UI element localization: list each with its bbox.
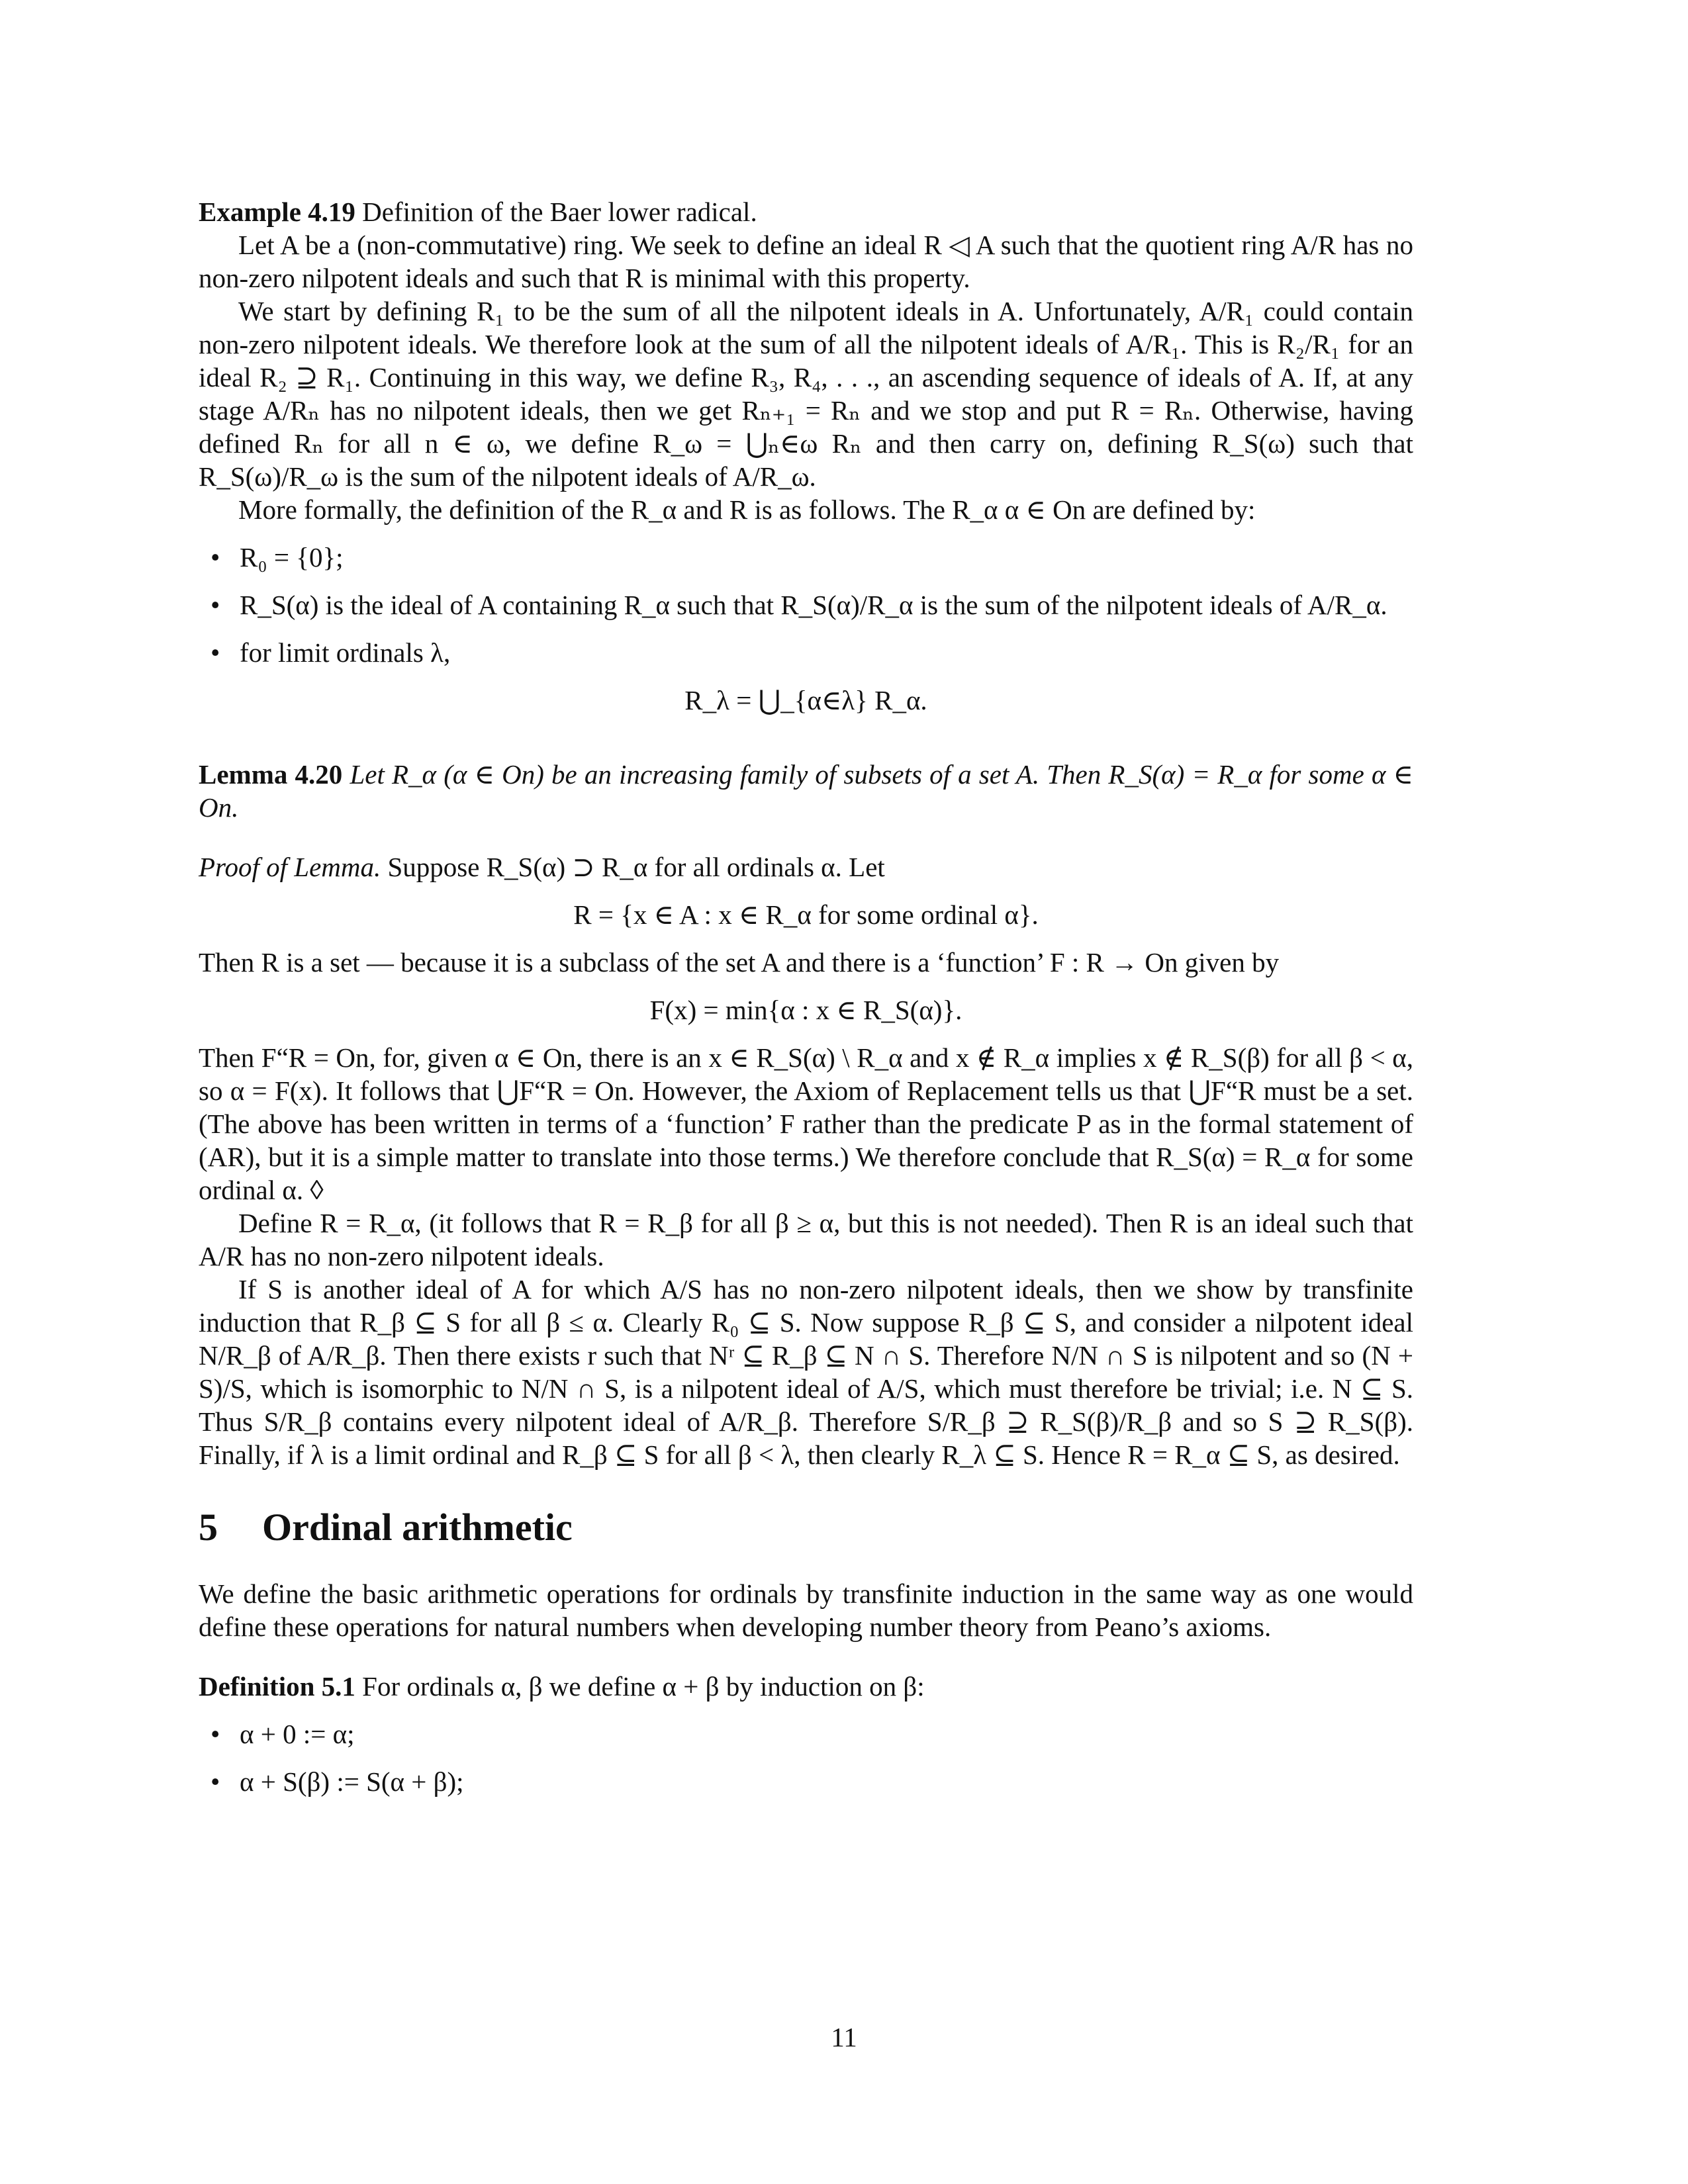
proof-paragraph-5: If S is another ideal of A for which A/S has no non-zero nilpotent ideals, then we show by transfinite induction that R_β ⊆ S for all β ≤ α. Clearly R₀ ⊆ S. Now suppose R_β ⊆ S, and consider a nilpotent ideal N/R_β of A/R_β. Then there exists r such that Nʳ ⊆ R_β ⊆ N ∩ S. Therefore N/N ∩ S is nilpotent and so (N + S)/S, which is isomorphic to N/N ∩ S, is a nilpotent ideal of A/S, which must therefore be trivial; i.e. N ⊆ S. Thus S/R_β contains every nilpotent ideal of A/R_β. Therefore S/R_β ⊇ R_S(β)/R_β and so S ⊇ R_S(β). Finally, if λ is a limit ordinal and R_β ⊆ S for all β < λ, then clearly R_λ ⊆ S. Hence R = R_α ⊆ S, as desired.: [199, 1274, 1413, 1470]
proof-text-1: Suppose R_S(α) ⊃ R_α for all ordinals α. Let: [387, 852, 885, 882]
lemma-label: Lemma 4.20: [199, 759, 343, 790]
example-label: Example 4.19: [199, 197, 355, 227]
example-title: Definition of the Baer lower radical.: [362, 197, 757, 227]
proof-paragraph-4: Define R = R_α, (it follows that R = R_β for all β ≥ α, but this is not needed). Then R is an ideal such that A/R has no non-zero nilpotent ideals.: [199, 1208, 1414, 1271]
example-paragraph-1: Let A be a (non-commutative) ring. We seek to define an ideal R ◁ A such that the quotient ring A/R has no non-zero nilpotent ideals and such that R is minimal with this property.: [199, 230, 1413, 293]
page-number: 11: [831, 2022, 857, 2052]
example-bullet-list: [199, 541, 1413, 669]
section-title: Ordinal arithmetic: [262, 1506, 573, 1549]
proof-paragraph-3: Then F“R = On, for, given α ∈ On, there is an x ∈ R_S(α) \ R_α and x ∉ R_α implies x ∉ R_S(β) for all β < α, so α = F(x). It follows that ⋃F“R = On. However, the Axiom of Replacement tells us that ⋃F“R must be a set. (The above has been written in terms of a ‘function’ F rather than the predicate P as in the formal statement of (AR), but it is a simple matter to translate into those terms.) We therefore conclude that R_S(α) = R_α for some ordinal α. ◊: [199, 1042, 1413, 1205]
definition-label: Definition 5.1: [199, 1671, 355, 1702]
definition-bullet-list: [199, 1717, 1413, 1798]
section-intro: We define the basic arithmetic operations for ordinals by transfinite induction in the same way as one would define these operations for natural numbers when developing number theory from Peano’s axioms.: [199, 1578, 1413, 1642]
proof-label: Proof of Lemma.: [199, 852, 381, 882]
definition: [199, 1670, 1413, 1703]
section-heading: [199, 1504, 1413, 1551]
display-equation-r-lambda: R_λ = ⋃_{α∈λ} R_α.: [684, 685, 927, 715]
list-item: • R_S(α) is the ideal of A containing R_α such that R_S(α)/R_α is the sum of the nilpotent ideals of A/R_α.: [199, 588, 1413, 621]
proof-paragraph-1: [199, 850, 1413, 884]
list-item: • α + S(β) := S(α + β);: [199, 1765, 1413, 1798]
display-equation-f-min: F(x) = min{α : x ∈ R_S(α)}.: [649, 995, 962, 1025]
definition-text: For ordinals α, β we define α + β by induction on β:: [362, 1671, 925, 1702]
list-item: • R₀ = {0};: [199, 541, 1413, 574]
list-item: • for limit ordinals λ,: [199, 636, 1413, 669]
list-item: • α + 0 := α;: [199, 1717, 1413, 1751]
proof-paragraph-2: Then R is a set — because it is a subclass of the set A and there is a ‘function’ F : R → On given by: [199, 947, 1280, 978]
lemma-text: Let R_α (α ∈ On) be an increasing family of subsets of a set A. Then R_S(α) = R_α for some α ∈ On.: [199, 759, 1413, 823]
example-paragraph-2: We start by defining R₁ to be the sum of all the nilpotent ideals in A. Unfortunately, A/R₁ could contain non-zero nilpotent ideals. We therefore look at the sum of all the nilpotent ideals of A/R₁. This is R₂/R₁ for an ideal R₂ ⊇ R₁. Continuing in this way, we define R₃, R₄, . . ., an ascending sequence of ideals of A. If, at any stage A/Rₙ has no nilpotent ideals, then we get Rₙ₊₁ = Rₙ and we stop and put R = Rₙ. Otherwise, having defined Rₙ for all n ∈ ω, we define R_ω = ⋃ₙ∈ω Rₙ and then carry on, defining R_S(ω) such that R_S(ω)/R_ω is the sum of the nilpotent ideals of A/R_ω.: [199, 296, 1413, 492]
lemma: [199, 758, 1413, 824]
display-equation-r-set: R = {x ∈ A : x ∈ R_α for some ordinal α}.: [573, 899, 1039, 930]
example-heading: [199, 195, 1413, 228]
section-number: 5: [199, 1506, 218, 1549]
example-paragraph-3: More formally, the definition of the R_α and R is as follows. The R_α α ∈ On are defined by:: [238, 494, 1256, 525]
page-body: [199, 195, 1413, 1813]
